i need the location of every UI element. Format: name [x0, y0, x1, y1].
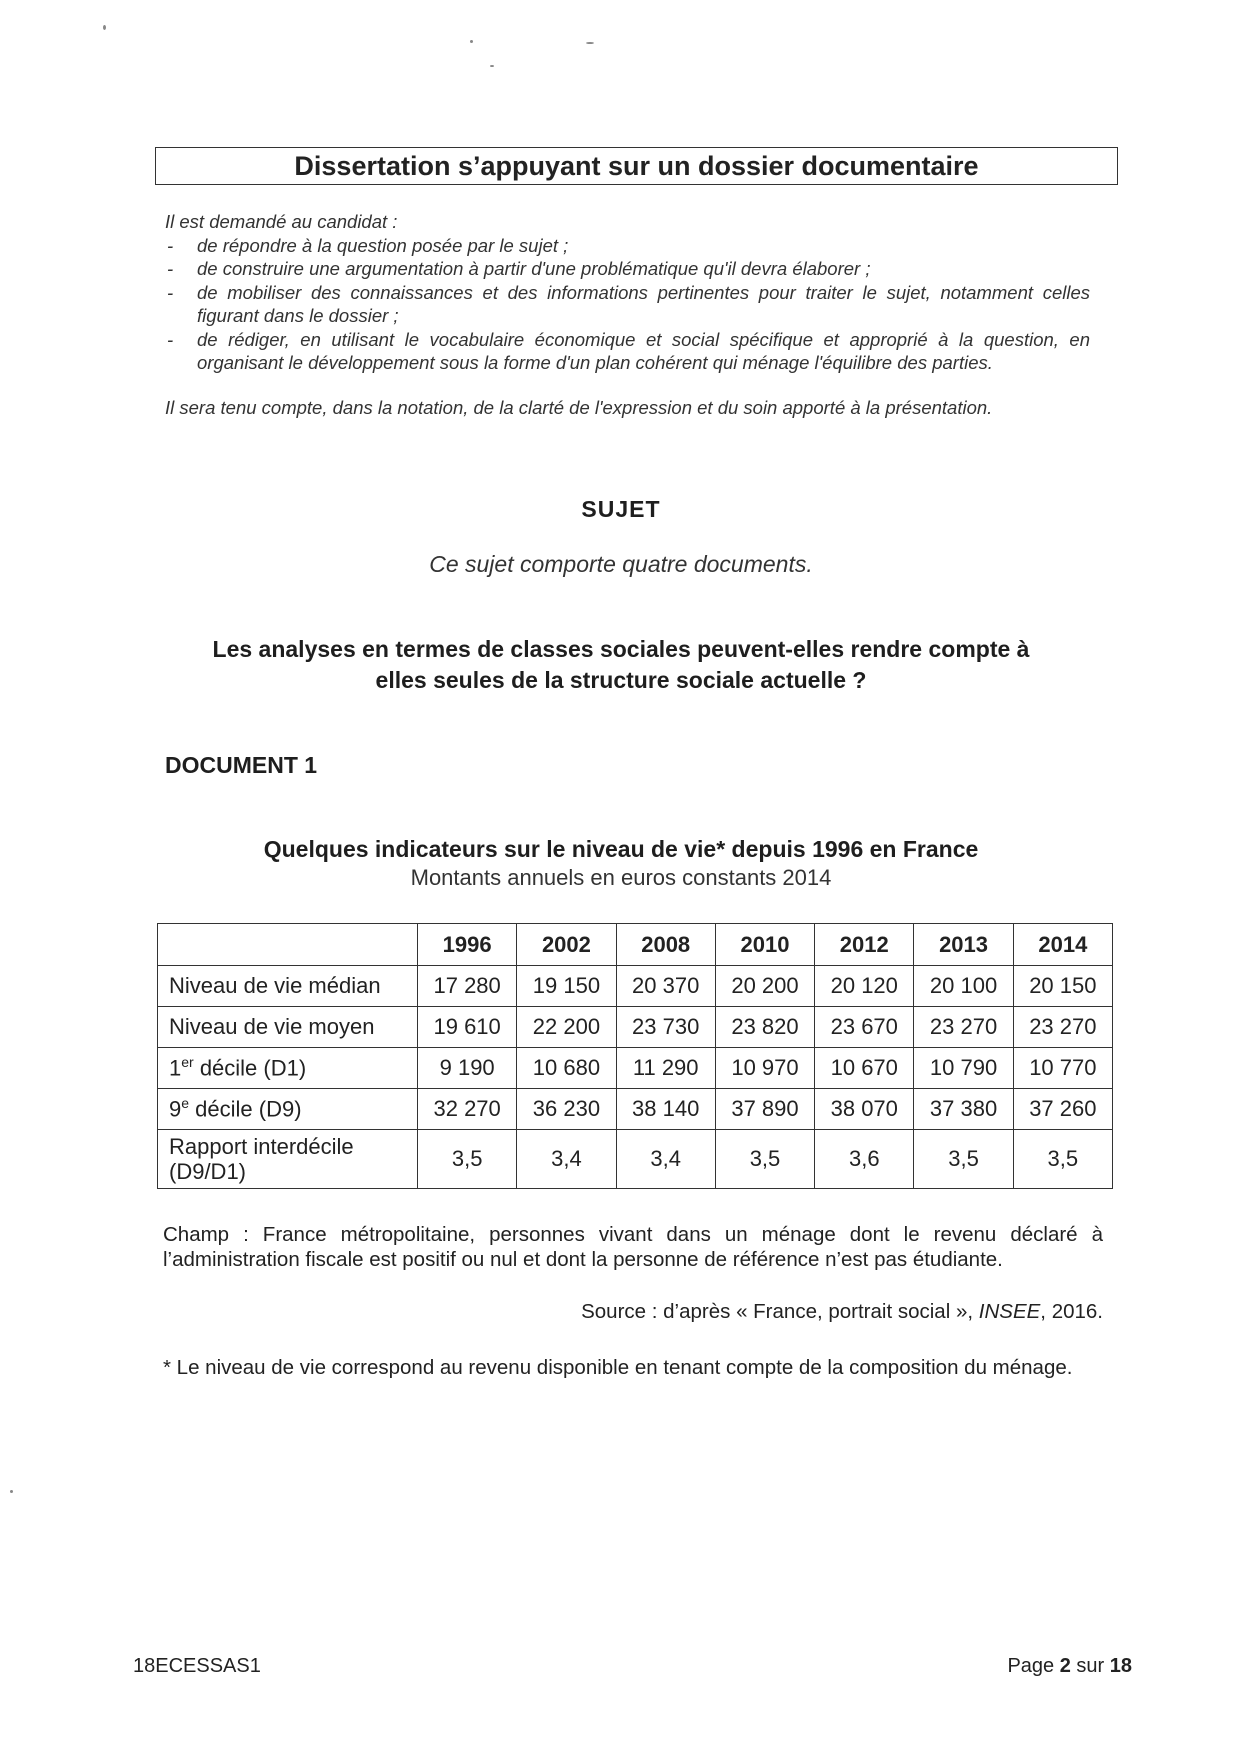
- table-cell: 10 970: [715, 1048, 814, 1089]
- table-cell: 10 790: [914, 1048, 1013, 1089]
- table-cell: 3,6: [815, 1130, 914, 1189]
- question-line-1: Les analyses en termes de classes sociales peuvent-elles rendre compte à: [212, 636, 1030, 662]
- instruction-item: - de rédiger, en utilisant le vocabulaire économique et social spécifique et approprié à la question, en organisant le développement sous la forme d'un plan cohérent qui ménage l'équilibre des parties.: [197, 328, 1090, 375]
- source-prefix: Source : d’après « France, portrait social »,: [581, 1300, 979, 1323]
- instruction-item: - de mobiliser des connaissances et des informations pertinentes pour traiter le sujet, notamment celles figurant dans le dossier ;: [197, 281, 1090, 328]
- table-subtitle: Montants annuels en euros constants 2014: [410, 865, 832, 890]
- source-publisher: INSEE: [978, 1300, 1041, 1323]
- table-cell: 11 290: [616, 1048, 715, 1089]
- table-cell: 20 120: [815, 966, 914, 1007]
- table-row: [158, 966, 1113, 1007]
- page-title: Dissertation s’appuyant sur un dossier documentaire: [294, 151, 979, 181]
- row-label-number: 9: [169, 1096, 182, 1122]
- instruction-item: - de répondre à la question posée par le sujet ;: [197, 234, 1090, 258]
- instructions-intro: Il est demandé au candidat :: [165, 211, 398, 232]
- scan-speck: [470, 40, 473, 43]
- table-cell: 20 150: [1013, 966, 1112, 1007]
- table-cell: 20 200: [715, 966, 814, 1007]
- exam-code: 18ECESSAS1: [133, 1655, 261, 1677]
- table-scope-note: Champ : France métropolitaine, personnes vivant dans un ménage dont le revenu déclaré à l’administration fiscale est positif ou nul et dont la personne de référence n’est pas étudiante.: [163, 1223, 1103, 1271]
- year-header: 2012: [815, 924, 914, 966]
- table-cell: 22 200: [517, 1007, 616, 1048]
- year-header: 2014: [1013, 924, 1112, 966]
- table-row: [158, 1089, 1113, 1130]
- table-cell: 20 370: [616, 966, 715, 1007]
- table-cell: 10 770: [1013, 1048, 1112, 1089]
- table-cell: 38 070: [815, 1089, 914, 1130]
- table-cell: 37 260: [1013, 1089, 1112, 1130]
- row-label: [158, 1130, 418, 1189]
- table-cell: 3,5: [1013, 1130, 1112, 1189]
- year-header: 2002: [517, 924, 616, 966]
- instructions-list: [165, 234, 1090, 375]
- table-cell: 9 190: [418, 1048, 517, 1089]
- table-cell: 37 380: [914, 1089, 1013, 1130]
- table-cell: 23 670: [815, 1007, 914, 1048]
- indicator-table: [157, 923, 1113, 1189]
- table-row: [158, 1007, 1113, 1048]
- table-cell: 3,5: [914, 1130, 1013, 1189]
- table-cell: 19 610: [418, 1007, 517, 1048]
- table-row: [158, 1048, 1113, 1089]
- row-label-text: décile (D1): [193, 1055, 307, 1081]
- sujet-heading: SUJET: [581, 496, 661, 522]
- year-header: 1996: [418, 924, 517, 966]
- scan-speck: [103, 25, 106, 30]
- row-label-ordinal: er: [181, 1054, 194, 1071]
- sujet-subtitle: Ce sujet comporte quatre documents.: [429, 551, 813, 577]
- table-cell: 3,5: [418, 1130, 517, 1189]
- row-label-ordinal: e: [181, 1095, 190, 1112]
- table-cell: 23 820: [715, 1007, 814, 1048]
- table-cell: 10 670: [815, 1048, 914, 1089]
- table-cell: 19 150: [517, 966, 616, 1007]
- page-number: [960, 1655, 1132, 1678]
- table-cell: 36 230: [517, 1089, 616, 1130]
- row-label-text: décile (D9): [189, 1096, 302, 1122]
- table-cell: 23 270: [914, 1007, 1013, 1048]
- year-header: 2008: [616, 924, 715, 966]
- sujet-question: [0, 634, 1242, 696]
- table-cell: 10 680: [517, 1048, 616, 1089]
- year-header: 2010: [715, 924, 814, 966]
- document-label: DOCUMENT 1: [165, 752, 318, 778]
- instructions-note: Il sera tenu compte, dans la notation, de la clarté de l'expression et du soin apporté à la présentation.: [165, 396, 993, 418]
- scan-speck: [586, 42, 594, 44]
- page-prefix: Page: [1007, 1655, 1060, 1677]
- table-cell: 38 140: [616, 1089, 715, 1130]
- row-label: Niveau de vie médian: [158, 966, 418, 1007]
- page-total: 18: [1109, 1655, 1132, 1677]
- page-current: 2: [1059, 1655, 1071, 1677]
- table-footnote: * Le niveau de vie correspond au revenu disponible en tenant compte de la composition du ménage.: [163, 1356, 1073, 1379]
- table-cell: 3,4: [517, 1130, 616, 1189]
- row-label-number: 1: [169, 1055, 182, 1081]
- row-label: [158, 1048, 418, 1089]
- instruction-item: - de construire une argumentation à partir d'une problématique qu'il devra élaborer ;: [197, 257, 1090, 281]
- scan-speck: [490, 65, 494, 67]
- table-cell: 37 890: [715, 1089, 814, 1130]
- row-label: Niveau de vie moyen: [158, 1007, 418, 1048]
- scan-speck: [10, 1490, 13, 1493]
- table-cell: 32 270: [418, 1089, 517, 1130]
- table-header-row: [158, 924, 1113, 966]
- table-cell: 20 100: [914, 966, 1013, 1007]
- year-header: 2013: [914, 924, 1013, 966]
- instructions-block: [165, 210, 1090, 419]
- row-label-line: (D9/D1): [169, 1159, 247, 1184]
- table-source: [163, 1300, 1103, 1324]
- table-corner-cell: [158, 924, 418, 966]
- table-cell: 23 730: [616, 1007, 715, 1048]
- source-suffix: , 2016.: [1040, 1300, 1103, 1323]
- row-label: [158, 1089, 418, 1130]
- page-separator: sur: [1070, 1655, 1110, 1677]
- question-line-2: elles seules de la structure sociale actuelle ?: [375, 667, 867, 693]
- table-cell: 17 280: [418, 966, 517, 1007]
- table-cell: 3,5: [715, 1130, 814, 1189]
- table-row: [158, 1130, 1113, 1189]
- table-cell: 23 270: [1013, 1007, 1112, 1048]
- table-cell: 3,4: [616, 1130, 715, 1189]
- table-title: Quelques indicateurs sur le niveau de vie* depuis 1996 en France: [263, 836, 979, 862]
- row-label-line: Rapport interdécile: [169, 1134, 354, 1159]
- page-title-box: [155, 147, 1118, 185]
